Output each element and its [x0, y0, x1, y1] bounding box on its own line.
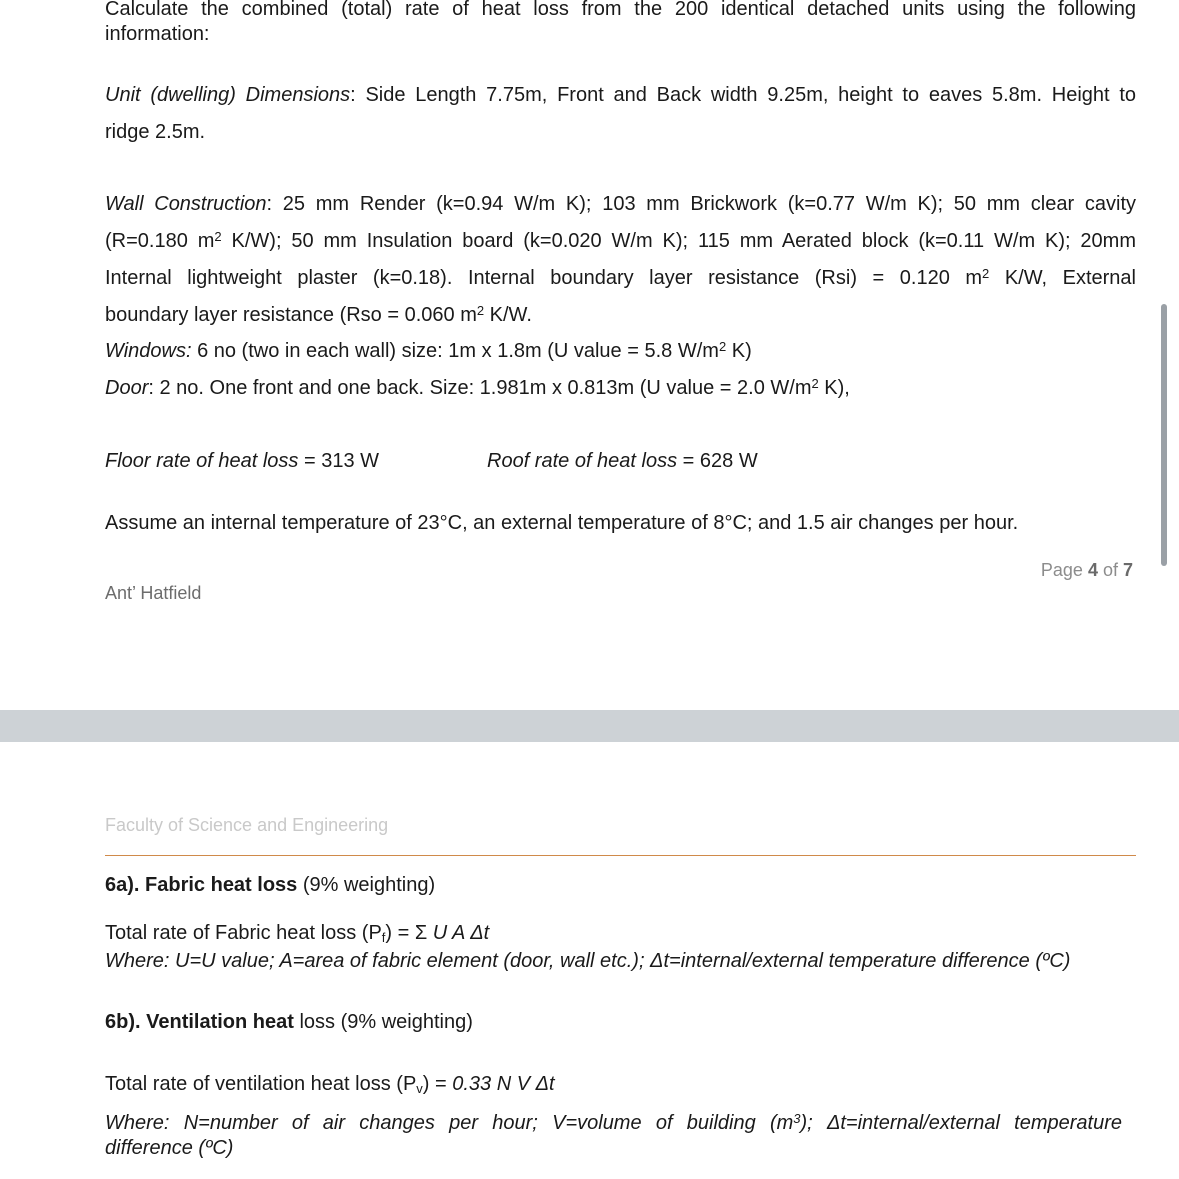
- door-line: Door: 2 no. One front and one back. Size: 1.981m x 0.813m (U value = 2.0 $W/m^2$ K),: [105, 376, 850, 399]
- wall-construction-line-1: Wall Construction: 25 mm Render (k=0.94 W/m K); 103 mm Brickwork (k=0.77 W/m K); 50 mm clear cavity: [105, 193, 1137, 215]
- question-6b-heading: 6b). Ventilation heat loss (9% weighting): [105, 1011, 473, 1033]
- dimensions-line-1: Unit (dwelling) Dimensions: Side Length 7.75m, Front and Back width 9.25m, height to eaves 5.8m. Height to: [105, 84, 1137, 106]
- header-rule: [105, 855, 1136, 856]
- ventilation-where-line-2: difference (ºC): [105, 1137, 234, 1159]
- page-separator: [0, 710, 1179, 742]
- ventilation-where-line-1: Where: N=number of air changes per hour; V=volume of building $(m^3)$; Δt=internal/external temperature: [105, 1111, 1122, 1134]
- floor-heat-loss: Floor rate of heat loss = 313 W: [105, 450, 380, 472]
- roof-heat-loss: Roof rate of heat loss = 628 W: [487, 450, 758, 472]
- wall-construction-line-3: Internal lightweight plaster (k=0.18). Internal boundary layer resistance (Rsi) = 0.120 $m^2$ K/W, External: [105, 266, 1136, 289]
- question-6a-heading: 6a). Fabric heat loss (9% weighting): [105, 874, 436, 896]
- vertical-scrollbar-thumb[interactable]: [1161, 304, 1167, 566]
- page-number: Page 4 of 7: [1040, 560, 1133, 580]
- dimensions-line-2: ridge 2.5m.: [105, 121, 206, 143]
- intro-line-2: information:: [105, 23, 210, 45]
- intro-line-1: Calculate the combined (total) rate of heat loss from the 200 identical detached units using the following: [105, 0, 1136, 20]
- wall-construction-line-4: boundary layer resistance (Rso = 0.060 $m^2$ K/W.: [105, 303, 532, 326]
- header-faculty: Faculty of Science and Engineering: [105, 815, 389, 835]
- wall-construction-line-2: (R=0.180 $m^2$ K/W); 50 mm Insulation board (k=0.020 W/m K); 115 mm Aerated block (k=0.11 W/m K); 20mm: [105, 229, 1136, 252]
- footer-author: Ant’ Hatfield: [105, 583, 202, 603]
- assumptions-line: Assume an internal temperature of 23°C, an external temperature of 8°C; and 1.5 air changes per hour.: [105, 512, 1019, 534]
- ventilation-heat-loss-formula: Total rate of ventilation heat loss $(P_v) = 0.33$ N V Δt: [105, 1073, 555, 1096]
- windows-line: Windows: 6 no (two in each wall) size: 1m x 1.8m (U value = 5.8 $W/m^2$ K): [105, 339, 752, 362]
- fabric-heat-loss-formula: Total rate of Fabric heat loss $(P_f) = \Sigma$ U A Δt: [105, 922, 490, 945]
- fabric-heat-loss-where: Where: U=U value; A=area of fabric element (door, wall etc.); Δt=internal/external temperature difference (ºC): [105, 950, 1071, 972]
